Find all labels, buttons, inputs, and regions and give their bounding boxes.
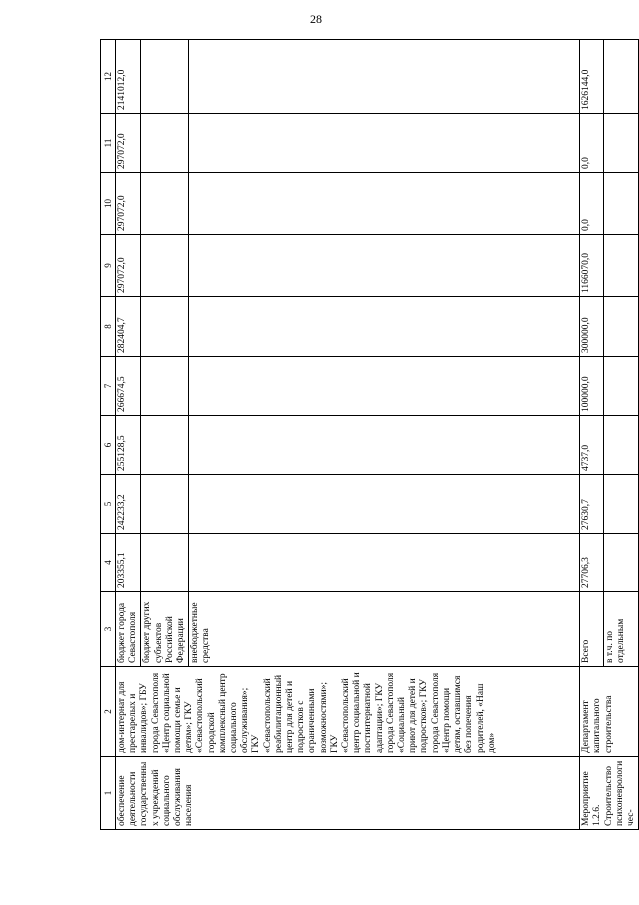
funding-source-cell: бюджет других субъектов Российской Федерации: [141, 592, 189, 667]
header-cell: 7: [101, 357, 116, 416]
header-cell: 9: [101, 235, 116, 297]
value-cell: 282404,7: [116, 297, 141, 357]
value-cell: [603, 475, 638, 534]
header-cell: 8: [101, 297, 116, 357]
value-cell: [603, 40, 638, 114]
value-cell: 203355,1: [116, 534, 141, 592]
header-cell: 4: [101, 534, 116, 592]
header-cell: 12: [101, 40, 116, 114]
table-row: [116, 40, 141, 830]
value-cell: 297072,0: [116, 173, 141, 235]
value-cell: [189, 534, 580, 592]
value-cell: [141, 173, 189, 235]
header-cell: 5: [101, 475, 116, 534]
funding-source-cell: в т.ч. по отдельным: [603, 592, 638, 667]
funding-source-cell: внебюджетные средства: [189, 592, 580, 667]
value-cell: 27706,3: [580, 534, 604, 592]
value-cell: 242233,2: [116, 475, 141, 534]
header-cell: 1: [101, 757, 116, 830]
value-cell: 27630,7: [580, 475, 604, 534]
value-cell: [141, 235, 189, 297]
value-cell: [603, 357, 638, 416]
value-cell: [603, 114, 638, 173]
activity-cell: Мероприятие 1.2.6. Строительство психоневрологичес-: [580, 757, 639, 830]
value-cell: [189, 173, 580, 235]
value-cell: 0,0: [580, 173, 604, 235]
value-cell: [189, 114, 580, 173]
value-cell: 100000,0: [580, 357, 604, 416]
value-cell: [141, 475, 189, 534]
executor-cell: Департамент капитального строительства: [580, 667, 639, 757]
value-cell: [603, 534, 638, 592]
value-cell: [141, 114, 189, 173]
header-cell: 2: [101, 667, 116, 757]
executor-cell: дом-интернат для престарелых и инвалидов»; ГБУ города Севастополя «Центр социальной помощи семье и детям»; ГКУ «Севастопольский городской комплексный центр социального обслуживания»; ГКУ «Севастопольский реабилитационный центр для детей и подростков с ограниченными возможностями»; ГКУ «Севастопольский центр социальной и постинтернатной адаптации»; ГКУ города Севастополя «Социальный приют для детей и подростков»; ГКУ города Севастополя «Центр помощи детям, оставшимся без попечения родителей, «Наш дом»: [116, 667, 580, 757]
value-cell: [603, 416, 638, 475]
value-cell: 297072,0: [116, 114, 141, 173]
budget-table: [100, 39, 639, 830]
value-cell: [603, 297, 638, 357]
value-cell: 1626144,0: [580, 40, 604, 114]
header-row: [101, 40, 116, 830]
funding-source-cell: Всего: [580, 592, 604, 667]
value-cell: 1166070,0: [580, 235, 604, 297]
value-cell: [603, 173, 638, 235]
value-cell: [603, 235, 638, 297]
funding-source-cell: бюджет города Севастополя: [116, 592, 141, 667]
value-cell: [141, 534, 189, 592]
header-cell: 3: [101, 592, 116, 667]
value-cell: [189, 40, 580, 114]
budget-table-rotated: [100, 40, 637, 830]
value-cell: [141, 40, 189, 114]
value-cell: 2141012,0: [116, 40, 141, 114]
value-cell: [189, 357, 580, 416]
activity-cell: обеспечение деятельности государственных учреждений социального обслуживания населения: [116, 757, 580, 830]
value-cell: [189, 416, 580, 475]
value-cell: 0,0: [580, 114, 604, 173]
value-cell: 4737,0: [580, 416, 604, 475]
value-cell: 300000,0: [580, 297, 604, 357]
value-cell: 266674,5: [116, 357, 141, 416]
table-row: [580, 40, 604, 830]
value-cell: 255128,5: [116, 416, 141, 475]
value-cell: [189, 475, 580, 534]
value-cell: [141, 357, 189, 416]
header-cell: 6: [101, 416, 116, 475]
header-cell: 11: [101, 114, 116, 173]
header-cell: 10: [101, 173, 116, 235]
value-cell: 297072,0: [116, 235, 141, 297]
page-number: 28: [310, 12, 322, 26]
value-cell: [141, 416, 189, 475]
value-cell: [189, 235, 580, 297]
value-cell: [189, 297, 580, 357]
value-cell: [141, 297, 189, 357]
